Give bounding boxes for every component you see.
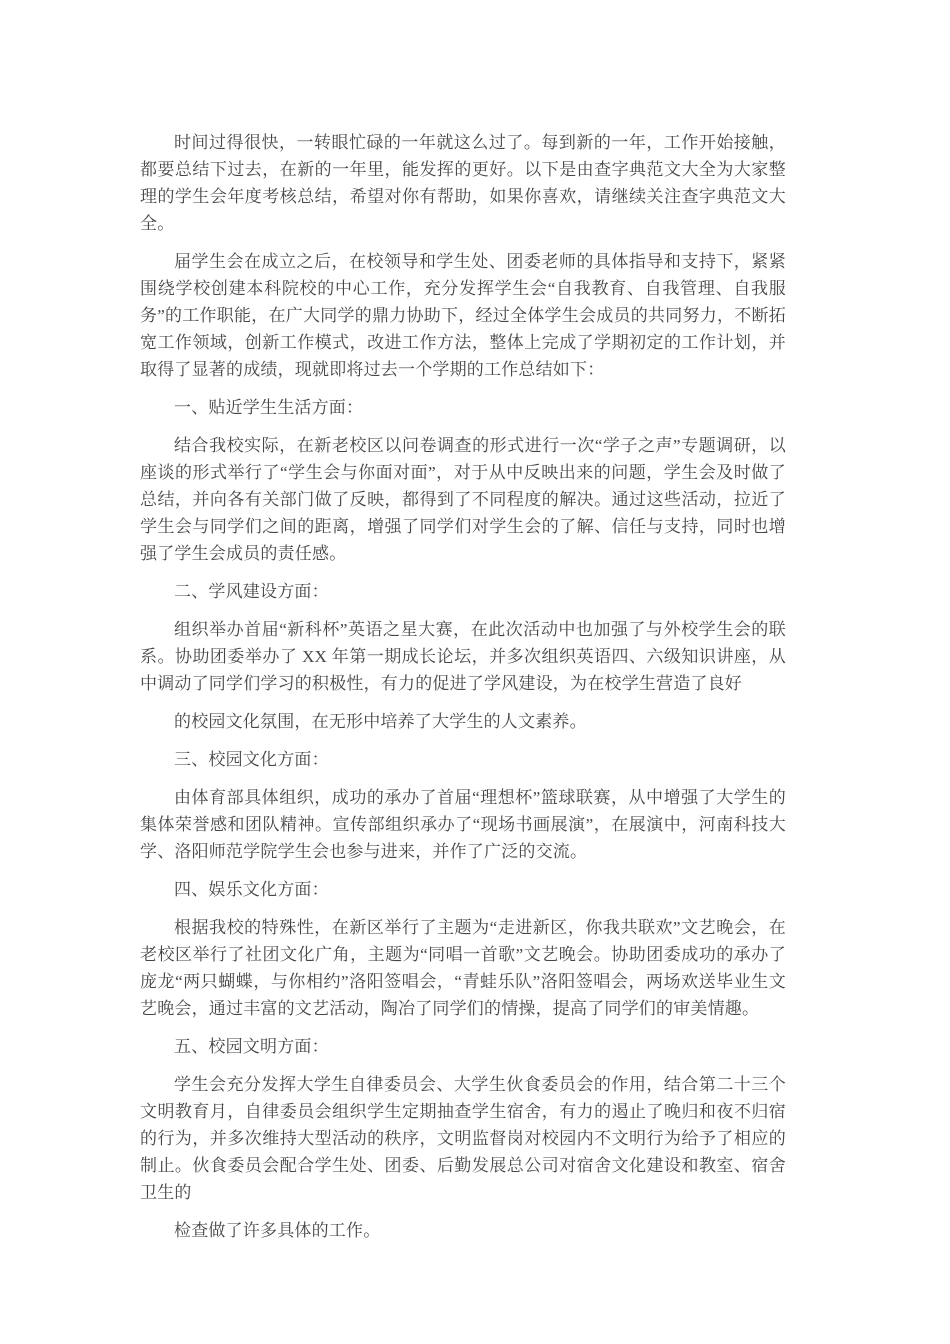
body-paragraph: 检查做了许多具体的工作。: [174, 1221, 381, 1240]
body-paragraph: 由体育部具体组织，成功的承办了首届“理想杯”篮球联赛，从中增强了大学生的集体荣誉感和团队精神。宣传部组织承办了“现场书画展演”，在展演中，河南科技大学、洛阳师范学院学生会也参与进来，并作了广泛的交流。: [140, 788, 786, 861]
section-heading: 四、娱乐文化方面：: [174, 880, 329, 899]
document-body: [140, 129, 786, 1255]
section-heading: 三、校园文化方面：: [174, 750, 329, 769]
body-paragraph: 组织举办首届“新科杯”英语之星大赛，在此次活动中也加强了与外校学生会的联系。协助团委举办了 XX 年第一期成长论坛，并多次组织英语四、六级知识讲座，从中调动了同学们学习的积极性，有力的促进了学风建设，为在校学生营造了良好: [140, 620, 786, 693]
body-paragraph: 的校园文化氛围，在无形中培养了大学生的人文素养。: [174, 712, 587, 731]
section-heading: 二、学风建设方面：: [174, 582, 329, 601]
section-heading: 五、校园文明方面：: [174, 1037, 329, 1056]
section-heading: 一、贴近学生生活方面：: [174, 398, 364, 417]
body-paragraph: 届学生会在成立之后，在校领导和学生处、团委老师的具体指导和支持下，紧紧围绕学校创建本科院校的中心工作，充分发挥学生会“自我教育、自我管理、自我服务”的工作职能，在广大同学的鼎力协助下，经过全体学生会成员的共同努力，不断拓宽工作领域，创新工作模式，改进工作方法，整体上完成了学期初定的工作计划，并取得了显著的成绩，现就即将过去一个学期的工作总结如下：: [140, 252, 786, 379]
body-paragraph: 结合我校实际，在新老校区以问卷调查的形式进行一次“学子之声”专题调研，以座谈的形式举行了“学生会与你面对面”，对于从中反映出来的问题，学生会及时做了总结，并向各有关部门做了反映，都得到了不同程度的解决。通过这些活动，拉近了学生会与同学们之间的距离，增强了同学们对学生会的了解、信任与支持，同时也增强了学生会成员的责任感。: [140, 436, 786, 563]
body-paragraph: 根据我校的特殊性，在新区举行了主题为“走进新区，你我共联欢”文艺晚会，在老校区举行了社团文化广角，主题为“同唱一首歌”文艺晚会。协助团委成功的承办了庞龙“两只蝴蝶，与你相约”洛阳签唱会，“青蛙乐队”洛阳签唱会，两场欢送毕业生文艺晚会，通过丰富的文艺活动，陶冶了同学们的情操，提高了同学们的审美情趣。: [140, 918, 786, 1018]
body-paragraph: 时间过得很快，一转眼忙碌的一年就这么过了。每到新的一年，工作开始接触，都要总结下过去，在新的一年里，能发挥的更好。以下是由查字典范文大全为大家整理的学生会年度考核总结，希望对你有帮助，如果你喜欢，请继续关注查字典范文大全。: [140, 133, 786, 233]
body-paragraph: 学生会充分发挥大学生自律委员会、大学生伙食委员会的作用，结合第二十三个文明教育月，自律委员会组织学生定期抽查学生宿舍，有力的遏止了晚归和夜不归宿的行为，并多次维持大型活动的秩序，文明监督岗对校园内不文明行为给予了相应的制止。伙食委员会配合学生处、团委、后勤发展总公司对宿舍文化建设和教室、宿舍卫生的: [140, 1075, 786, 1202]
